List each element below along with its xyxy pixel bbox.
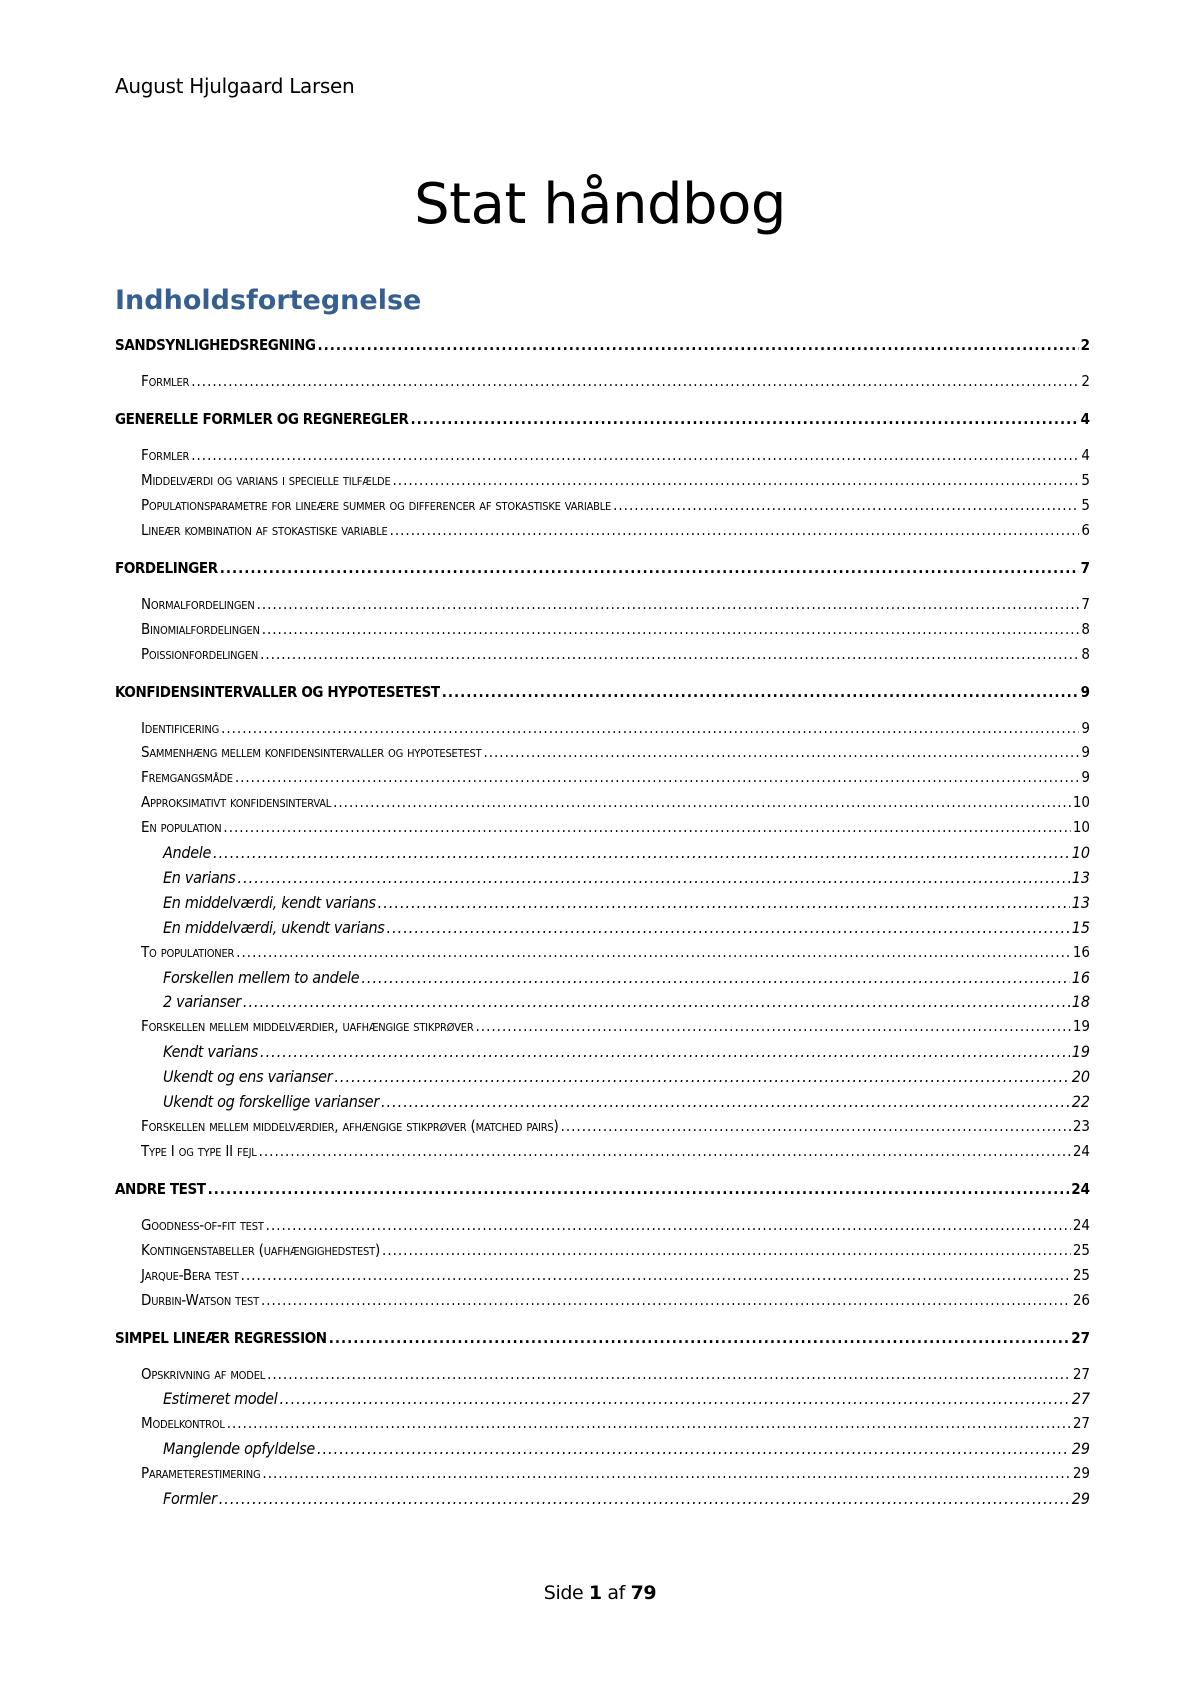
toc-dot-leader [260,1042,1070,1061]
toc-entry-level-2[interactable] [115,645,1090,663]
toc-dot-leader [378,893,1070,912]
toc-entry-page-number: 27 [1072,1414,1090,1433]
toc-entry-page-number: 29 [1071,1489,1090,1508]
toc-entry-page-number: 7 [1080,558,1090,577]
toc-dot-leader [227,1414,1071,1432]
toc-entry-level-2[interactable] [115,943,1090,961]
toc-entry-title: GENERELLE FORMLER OG REGNEREGLER [115,410,409,428]
toc-dot-leader [235,768,1080,786]
toc-entry-level-1[interactable] [115,410,1090,428]
toc-entry-level-2[interactable] [115,372,1090,390]
toc-entry-title: Modelkontrol [141,1414,225,1433]
toc-entry-level-1[interactable] [115,683,1090,701]
toc-dot-leader [262,620,1080,638]
toc-dot-leader [213,843,1070,862]
toc-entry-title: Andele [163,843,212,862]
toc-dot-leader [267,1365,1071,1383]
toc-entry-page-number: 8 [1081,619,1090,638]
footer-prefix: Side [543,1582,584,1604]
toc-entry-page-number: 15 [1071,917,1090,937]
toc-entry-page-number: 5 [1081,495,1090,514]
toc-dot-leader [483,743,1079,761]
toc-entry-title: Binomialfordelingen [141,619,260,638]
toc-entry-page-number: 19 [1072,1017,1090,1036]
toc-entry-title: To populationer [141,942,235,961]
toc-dot-leader [387,918,1070,937]
toc-entry-title: Ukendt og ens varianser [163,1067,333,1087]
toc-dot-leader [279,1389,1069,1408]
toc-entry-title: 2 varianser [163,992,241,1012]
page-footer [0,1582,1200,1604]
toc-entry-title: Identificering [141,718,220,737]
toc-entry-level-3[interactable] [115,843,1090,862]
toc-entry-page-number: 6 [1081,520,1090,539]
toc-entry-level-2[interactable] [115,1117,1090,1135]
toc-entry-title: Formler [141,372,190,390]
toc-dot-leader [262,1464,1070,1482]
toc-dot-leader [329,1329,1070,1347]
toc-entry-title: KONFIDENSINTERVALLER OG HYPOTESETEST [115,682,440,701]
toc-entry-title: Opskrivning af model [141,1364,266,1383]
toc-entry-level-2[interactable] [115,793,1090,811]
toc-dot-leader [257,595,1080,613]
toc-entry-level-2[interactable] [115,1291,1090,1309]
toc-entry-title: Parameterestimering [141,1464,261,1483]
toc-entry-page-number: 4 [1081,446,1090,464]
toc-dot-leader [334,1067,1069,1086]
toc-entry-level-3[interactable] [115,992,1090,1011]
toc-entry-page-number: 9 [1081,743,1090,762]
toc-entry-page-number: 24 [1071,1179,1090,1198]
toc-entry-page-number: 13 [1071,892,1090,912]
toc-entry-title: Durbin-Watson test [141,1290,259,1309]
toc-entry-level-2[interactable] [115,719,1090,737]
toc-entry-title: Goodness-of-fit test [141,1215,264,1234]
toc-entry-title: Manglende opfyldelse [163,1439,315,1459]
toc-entry-title: Poissionfordelingen [141,644,259,663]
document-title: Stat håndbog [414,172,786,237]
toc-entry-title: Kontingenstabeller (uafhængighedstest) [141,1240,381,1259]
toc-entry-page-number: 10 [1072,793,1090,812]
toc-entry-title: ANDRE TEST [115,1179,206,1198]
toc-entry-title: Lineær kombination af stokastiske variable [141,520,388,539]
toc-dot-leader [238,868,1070,887]
toc-entry-page-number: 9 [1081,768,1090,787]
toc-dot-leader [613,496,1079,514]
toc-entry-level-2[interactable] [115,768,1090,786]
toc-entry-title: FORDELINGER [115,558,218,577]
toc-dot-leader [241,1266,1071,1284]
toc-entry-level-2[interactable] [115,595,1090,613]
toc-entry-page-number: 13 [1071,867,1090,887]
toc-entry-level-1[interactable] [115,336,1090,354]
toc-entry-title: Forskellen mellem middelværdier, afhængige stikprøver (matched pairs) [141,1116,559,1135]
toc-entry-page-number: 29 [1072,1464,1090,1483]
toc-entry-level-2[interactable] [115,446,1090,464]
toc-entry-title: Kendt varians [163,1042,258,1062]
toc-dot-leader [208,1180,1070,1198]
toc-entry-page-number: 25 [1072,1240,1090,1259]
toc-entry-level-2[interactable] [115,496,1090,514]
toc-entry-title: En middelværdi, ukendt varians [163,917,385,937]
toc-entry-title: SIMPEL LINEÆR REGRESSION [115,1328,327,1347]
toc-entry-title: Estimeret model [163,1389,278,1409]
toc-entry-page-number: 27 [1071,1389,1090,1409]
toc-entry-page-number: 9 [1081,718,1090,737]
toc-entry-level-3[interactable] [115,1067,1090,1086]
toc-entry-level-3[interactable] [115,893,1090,912]
toc-entry-page-number: 27 [1072,1364,1090,1383]
toc-entry-page-number: 5 [1081,470,1090,489]
toc-entry-page-number: 2 [1080,336,1090,354]
toc-entry-level-2[interactable] [115,1241,1090,1259]
footer-current-page: 1 [588,1582,602,1604]
toc-dot-leader [382,1241,1071,1259]
page-header-author: August Hjulgaard Larsen [115,74,355,98]
toc-entry-page-number: 18 [1071,992,1090,1012]
toc-dot-leader [191,372,1079,390]
toc-entry-level-3[interactable] [115,1042,1090,1061]
toc-entry-title: Ukendt og forskellige varianser [163,1092,379,1111]
toc-entry-title: Jarque-Bera test [141,1265,239,1284]
toc-dot-leader [381,1092,1070,1111]
toc-entry-page-number: 23 [1072,1116,1090,1135]
toc-entry-title: Populationsparametre for lineære summer og differencer af stokastiske variable [141,495,612,514]
toc-dot-leader [260,645,1079,663]
toc-entry-page-number: 16 [1072,942,1090,961]
toc-entry-title: Formler [141,446,190,464]
toc-entry-level-3[interactable] [115,1389,1090,1408]
toc-entry-level-2[interactable] [115,471,1090,489]
toc-entry-page-number: 10 [1071,843,1090,862]
toc-dot-leader [243,992,1070,1011]
toc-dot-leader [390,521,1080,539]
toc-entry-page-number: 19 [1071,1042,1090,1062]
toc-entry-page-number: 29 [1071,1439,1090,1459]
toc-entry-page-number: 10 [1072,818,1090,837]
toc-entry-title: En varians [163,867,236,887]
toc-entry-title: Type I og type II fejl [141,1141,257,1160]
toc-entry-page-number: 2 [1081,372,1090,390]
toc-entry-page-number: 27 [1071,1328,1090,1347]
toc-entry-page-number: 4 [1080,410,1090,428]
toc-dot-leader [476,1017,1071,1035]
toc-dot-leader [261,1291,1071,1309]
toc-dot-leader [191,446,1079,464]
toc-entry-page-number: 20 [1071,1067,1090,1087]
toc-entry-title: Approksimativt konfidensinterval [141,793,332,812]
toc-dot-leader [361,968,1069,987]
toc-entry-level-2[interactable] [115,1216,1090,1234]
toc-entry-level-2[interactable] [115,1017,1090,1035]
toc-dot-leader [220,559,1079,577]
toc-dot-leader [561,1117,1071,1135]
toc-dot-leader [219,1489,1070,1508]
toc-entry-page-number: 7 [1081,594,1090,613]
footer-total-pages: 79 [630,1582,657,1604]
toc-entry-page-number: 22 [1071,1092,1090,1111]
toc-entry-level-3[interactable] [115,1092,1090,1111]
toc-entry-level-2[interactable] [115,521,1090,539]
toc-entry-level-1[interactable] [115,559,1090,577]
toc-entry-level-2[interactable] [115,1266,1090,1284]
toc-entry-title: Middelværdi og varians i specielle tilfælde [141,470,391,489]
toc-dot-leader [411,410,1079,428]
toc-dot-leader [266,1216,1071,1234]
toc-entry-level-3[interactable] [115,968,1090,987]
toc-entry-title: Formler [163,1489,217,1508]
toc-entry-title: Forskellen mellem middelværdier, uafhængige stikprøver [141,1017,474,1036]
toc-entry-level-2[interactable] [115,1464,1090,1482]
toc-entry-title: Sammenhæng mellem konfidensintervaller og hypotesetest [141,743,482,762]
toc-dot-leader [259,1142,1071,1160]
footer-separator: af [607,1582,625,1604]
toc-entry-level-2[interactable] [115,743,1090,761]
toc-entry-level-3[interactable] [115,1489,1090,1508]
toc-dot-leader [318,336,1079,354]
toc-entry-page-number: 16 [1071,967,1090,987]
toc-dot-leader [393,471,1080,489]
toc-dot-leader [223,818,1070,836]
toc-entry-title: SANDSYNLIGHEDSREGNING [115,336,316,354]
toc-entry-page-number: 24 [1072,1141,1090,1160]
toc-entry-page-number: 25 [1072,1265,1090,1284]
toc-dot-leader [317,1439,1070,1458]
toc-dot-leader [333,793,1071,811]
toc-entry-title: Forskellen mellem to andele [163,967,360,987]
toc-dot-leader [221,719,1079,737]
toc-entry-level-1[interactable] [115,1180,1090,1198]
toc-entry-level-2[interactable] [115,818,1090,836]
toc-entry-level-2[interactable] [115,1365,1090,1383]
toc-entry-level-2[interactable] [115,1414,1090,1432]
toc-dot-leader [236,943,1071,961]
toc-entry-level-2[interactable] [115,1142,1090,1160]
toc-entry-title: En middelværdi, kendt varians [163,892,376,912]
toc-entry-level-3[interactable] [115,1439,1090,1458]
toc-entry-level-3[interactable] [115,918,1090,937]
toc-entry-level-1[interactable] [115,1329,1090,1347]
toc-entry-page-number: 26 [1072,1290,1090,1309]
toc-heading: Indholdsfortegnelse [115,285,422,316]
toc-entry-level-2[interactable] [115,620,1090,638]
toc-dot-leader [442,683,1079,701]
toc-entry-title: Normalfordelingen [141,594,255,613]
toc-entry-page-number: 24 [1072,1215,1090,1234]
toc-entry-page-number: 8 [1081,644,1090,663]
toc-entry-level-3[interactable] [115,868,1090,887]
toc-entry-title: En population [141,818,222,837]
toc-entry-page-number: 9 [1080,682,1090,701]
toc-entry-title: Fremgangsmåde [141,768,233,787]
